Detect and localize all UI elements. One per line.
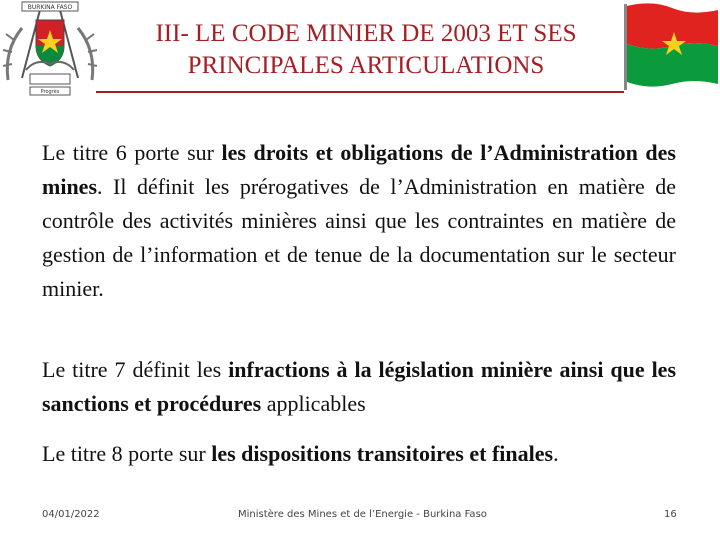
svg-text:BURKINA FASO: BURKINA FASO (27, 4, 73, 11)
title-underline (96, 91, 624, 93)
p2-text-end: applicables (261, 391, 366, 416)
title-line-2: PRINCIPALES ARTICULATIONS (187, 52, 545, 79)
p3-text-start: Le titre 8 porte sur (42, 441, 212, 466)
p2-bold: infractions à la législation minière ainsi que les sanctions et procédures (42, 357, 677, 416)
p3-bold: les dispositions transitoires et finales (211, 441, 554, 466)
p1-text-end: . Il définit les prérogatives de l’Administration en matière de contrôle des activités minières ainsi que les contraintes en matière de gestion de l’information et de tenue de la documentation sur le secteur minier. (42, 174, 676, 301)
page-title (96, 18, 636, 82)
p2-text-start: Le titre 7 définit les (42, 357, 229, 382)
title-line-1: III- LE CODE MINIER DE 2003 ET SES (155, 20, 577, 47)
paragraph-title-8 (42, 437, 676, 471)
footer-organization: Ministère des Mines et de l’Energie - Burkina Faso (238, 509, 487, 520)
paragraph-title-6 (42, 136, 676, 306)
page-number: 16 (664, 509, 677, 520)
burkina-faso-flag-icon (622, 0, 720, 92)
p3-text-end: . (553, 441, 559, 466)
p1-text-start: Le titre 6 porte sur (42, 140, 222, 165)
paragraph-title-7 (42, 353, 676, 421)
coat-of-arms-icon (0, 0, 100, 100)
footer-date: 04/01/2022 (42, 509, 100, 520)
p1-bold: les droits et obligations de l’Administration des mines (42, 140, 676, 199)
svg-text:Progrès: Progrès (40, 89, 60, 95)
